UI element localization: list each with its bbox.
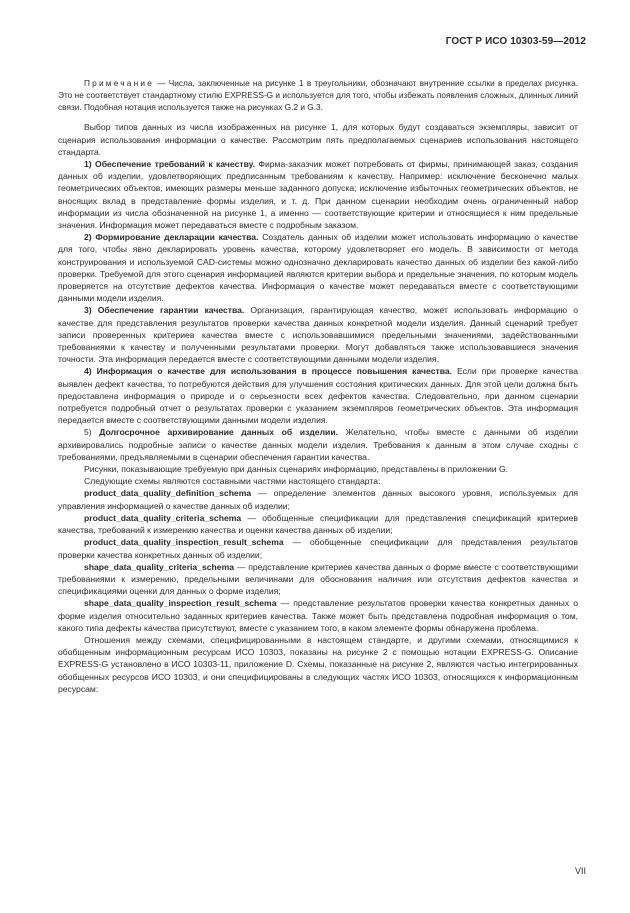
page-number: VII	[574, 866, 586, 876]
scenario-1-text: Фирма-заказчик может потребовать от фирмы, принимающей заказ, создания данных об изделии, удовлетворяющих предписанным требованиям к качеству. Например: исключение бесконечно малых геометрических объектов, имеющих размеры меньше заданного допуска; исключение избыточных геометрических объектов, не вносящих вклад в представление формы изделия, и т. д. При данном сценарии необходим очень ограниченный набор информации из числа обозначенной на рисунке 1, а именно — соответствующие критерии и относящиеся к ним предельные значения. Информация может передаваться вместе с подробным заказом.	[58, 159, 578, 231]
schema-5-text: — представление результатов проверки качества конкретных данных о форме изделия относительно заданных критериев качества. Также может быть представлена подробная информация о том, какого типа дефекты качества присутствуют, вместе с указанием того, в каком элементе формы обнаружена проблема.	[58, 598, 578, 633]
scenario-5-text: Желательно, чтобы вместе с данными об изделии архивировались подробные записи о качестве данных модели изделия. Требования к данным в этом случае сходны с требованиями, предъявляемыми в сценарии обеспечения гарантии качества.	[58, 427, 578, 462]
scenario-4-text: Если при проверке качества выявлен дефект качества, то потребуются действия для улучшения состояния критических данных. Для этой цели должна быть предоставлена информация о природе и о серьезности всех дефектов качества. Следовательно, при данном сценарии потребуется подробный отчет о результатах проверки с указанием экземпляров геометрических объектов. Эта информация передается вместе с соответствующими данными модели изделия.	[58, 366, 578, 426]
schema-1-text: — определение элементов данных высокого уровня, используемых для управления информацией о качестве данных об изделии;	[58, 488, 578, 511]
page-body	[58, 78, 578, 695]
schema-1	[58, 487, 578, 511]
schema-2-text: — обобщенные спецификации для представления спецификаций критериев качества, требований к измерению качества и оценки качества данных об изделии;	[58, 512, 578, 536]
scenario-3-title: 3) Обеспечение гарантии качества.	[84, 305, 245, 316]
schemas-intro: Следующие схемы являются составными частями настоящего стандарта:	[84, 476, 381, 487]
schema-3-name: product_data_quality_inspection_result_schema	[84, 537, 284, 548]
scenario-1	[58, 158, 578, 231]
schema-4-text: — представление критериев качества данных о форме вместе с соответствующими требованиями к измерению, предельными величинами для обоснования наличия или отсутствия дефектов качества и спецификациями оценки для данных о форме изделия;	[58, 561, 578, 597]
scenario-5	[58, 426, 578, 463]
figure-note	[58, 78, 578, 113]
scenario-2-title: 2) Формирование декларации качества.	[84, 232, 259, 243]
scenario-2	[58, 231, 578, 304]
scenario-1-title: 1) Обеспечение требований к качеству.	[84, 159, 256, 169]
scenario-3-text: Организация, гарантирующая качество, может использовать информацию о качестве для представления результатов проверки качества данных конкретной модели изделия. Данный сценарий требует записи проверенных критериев качества вместе с использовавшимися предельными значениями, задействованными требованиями к качеству и полученными результатами проверки. Могут добавляться также использовавшиеся значения точности. Эта информация передается вместе с соответствующими данными модели изделия.	[58, 305, 578, 365]
schema-1-name: product_data_quality_definition_schema	[84, 488, 252, 499]
schema-4-name: shape_data_quality_criteria_schema	[84, 561, 234, 572]
schema-5	[58, 597, 578, 634]
intro-paragraph: Выбор типов данных из числа изображенных на рисунке 1, для которых будут создаваться экземпляры, зависит от сценария использования информации о качестве. Рассмотрим пять предполагаемых сценариев использования настоящего стандарта.	[58, 122, 578, 157]
scenario-2-text: Создатель данных об изделии может использовать информацию о качестве для того, чтобы явно декларировать уровень качества, которому удовлетворяет его модель. В зависимости от метода конструирования и используемой CAD-системы можно однозначно декларировать качество данных об изделии без какой-либо проверки. Требуемой для этого сценария информацией являются критерии выбора и предельные значения, по которым модель проверяется на отсутствие дефектов качества. Информация о качестве может передаваться вместе с соответствующими данными модели изделия.	[58, 232, 578, 304]
schema-3-text: — обобщенные спецификации для представления результатов проверки качества конкретных данных об изделии;	[58, 537, 578, 560]
scenario-4	[58, 365, 578, 426]
scenario-3	[58, 304, 578, 365]
scenario-5-title: Долгосрочное архивирование данных об изделии.	[99, 427, 338, 438]
schema-4	[58, 561, 578, 598]
scenario-5-prefix: 5)	[84, 427, 100, 438]
note-label: Примечание	[84, 78, 155, 88]
figures-paragraph: Рисунки, показывающие требуемую при данных сценариях информацию, представлены в приложении G.	[84, 464, 509, 475]
schema-2-name: product_data_quality_criteria_schema	[84, 512, 242, 523]
schema-5-name: shape_data_quality_inspection_result_schema	[84, 598, 277, 609]
scenario-4-title: 4) Информация о качестве для использования в процессе повышения качества.	[84, 366, 453, 377]
document-header: ГОСТ Р ИСО 10303-59—2012	[445, 36, 586, 47]
schema-2	[58, 512, 578, 536]
note-text: — Числа, заключенные на рисунке 1 в треугольники, обозначают внутренние ссылки в пределах рисунка. Это не соответствует стандартному стилю EXPRESS-G и используется для того, чтобы избежать появления сложных, длинных линий связи. Подобная нотация используется также на рисунках G.2 и G.3.	[58, 78, 578, 112]
relations-paragraph: Отношения между схемами, специфицированными в настоящем стандарте, и другими схемами, относящимися к обобщенным информационным ресурсам ИСО 10303, показаны на рисунке 2 с помощью нотации EXPRESS-G. Описание EXPRESS-G установлено в ИСО 10303-11, приложение D. Схемы, показанные на рисунке 2, являются частью интегрированных обобщенных ресурсов ИСО 10303, и они специфицированы в следующих частях ИСО 10303, относящихся к информационным ресурсам:	[58, 634, 578, 694]
schema-3	[58, 536, 578, 560]
